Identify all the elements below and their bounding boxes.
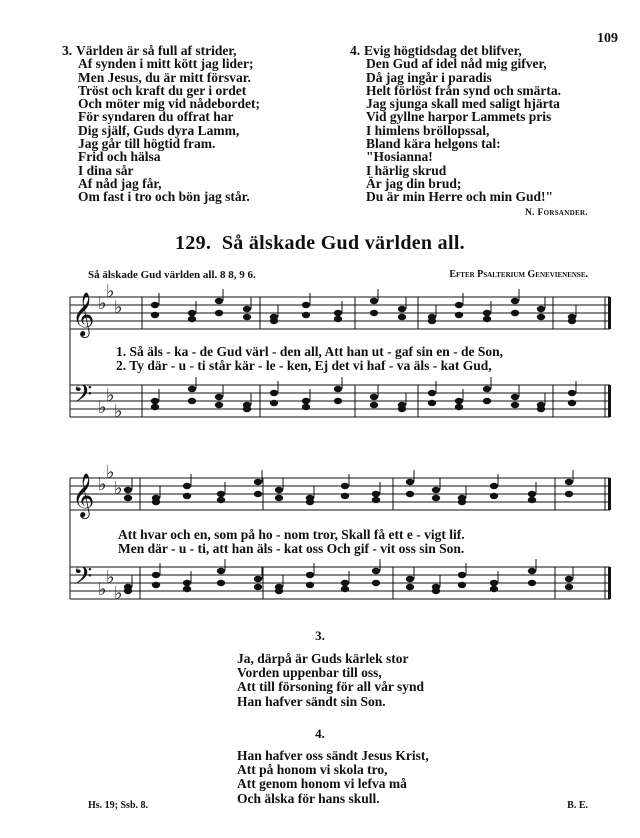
note-head — [406, 584, 414, 590]
stanza-3-number: 3. — [315, 628, 325, 643]
note-head — [188, 398, 196, 404]
verse-4-line: Helt förlöst från synd och smärta. — [366, 82, 561, 98]
note-head — [275, 588, 283, 594]
note-head — [490, 483, 498, 489]
note-head — [341, 586, 349, 592]
note-head — [124, 495, 132, 501]
note-head — [406, 491, 414, 497]
note-head — [428, 390, 436, 396]
verse-4-line: Den Gud af idel nåd mig gifver, — [366, 56, 547, 72]
verse-3-line: Dig själf, Guds dyra Lamm, — [78, 122, 240, 138]
note-head — [152, 572, 160, 578]
flat-icon: ♭ — [114, 583, 123, 604]
note-head — [183, 493, 191, 499]
note-head — [188, 316, 196, 322]
verse-3-line: Och möter mig vid nådebordet; — [78, 96, 260, 112]
stanza-line: Vorden uppenbar till oss, — [237, 665, 382, 681]
bass-clef-icon: 𝄢 — [73, 380, 93, 415]
note-head — [183, 586, 191, 592]
note-head — [302, 302, 310, 308]
note-head — [455, 312, 463, 318]
flat-icon: ♭ — [106, 462, 115, 483]
flat-icon: ♭ — [114, 401, 123, 422]
note-head — [565, 479, 573, 485]
note-head — [398, 306, 406, 312]
lyric-line: 1. Så äls - ka - de Gud värl - den all, Att han ut - gaf sin en - de Son, — [116, 344, 504, 359]
note-head — [124, 588, 132, 594]
footer-reference: Hs. 19; Ssb. 8. — [88, 800, 149, 811]
note-head — [215, 310, 223, 316]
note-head — [306, 499, 314, 505]
stanza-line: Att till försoning för all vår synd — [237, 679, 425, 695]
note-head — [306, 582, 314, 588]
final-bar — [608, 385, 611, 417]
verse-3-line: Världen är så full af strider, — [76, 43, 237, 58]
author-credit: N. Forsander. — [525, 208, 588, 218]
verse-4-line: Du är min Herre och min Gud!" — [366, 189, 553, 205]
note-head — [275, 495, 283, 501]
note-head — [568, 318, 576, 324]
tune-name: Så älskade Gud världen all. 8 8, 9 6. — [88, 269, 256, 281]
flat-icon: ♭ — [106, 281, 115, 302]
note-head — [511, 298, 519, 304]
note-head — [270, 318, 278, 324]
note-head — [511, 310, 519, 316]
note-head — [406, 479, 414, 485]
hymn-title-text: Så älskade Gud världen all. — [221, 232, 465, 254]
note-head — [432, 495, 440, 501]
note-head — [370, 402, 378, 408]
note-head — [565, 576, 573, 582]
page-number: 109 — [597, 31, 618, 46]
note-head — [151, 404, 159, 410]
note-head — [370, 394, 378, 400]
note-head — [306, 572, 314, 578]
note-head — [183, 483, 191, 489]
note-head — [334, 310, 342, 316]
stanza-line: Han hafver sändt sin Son. — [237, 693, 386, 709]
note-head — [483, 310, 491, 316]
note-head — [537, 314, 545, 320]
note-head — [537, 306, 545, 312]
stanza-4-number: 4. — [315, 726, 325, 741]
bass-clef-icon: 𝄢 — [73, 562, 93, 597]
note-head — [568, 390, 576, 396]
flat-icon: ♭ — [98, 397, 107, 418]
lyric-line: 2. Ty där - u - ti står kär - le - ken, Ej det vi haf - va äls - kat Gud, — [116, 358, 492, 373]
note-head — [428, 400, 436, 406]
flat-icon: ♭ — [98, 293, 107, 314]
verse-4-line: I himlens bröllopssal, — [366, 122, 490, 138]
verse-3-line: Af nåd jag får, — [78, 175, 162, 191]
stanza-line: Och älska för hans skull. — [237, 790, 380, 806]
flat-icon: ♭ — [106, 567, 115, 588]
note-head — [455, 404, 463, 410]
verse-4-line: Är jag din brud; — [366, 175, 462, 191]
verse-3-line: Tröst och kraft du ger i ordet — [78, 82, 247, 98]
note-head — [428, 318, 436, 324]
note-head — [458, 582, 466, 588]
note-head — [334, 386, 342, 392]
flat-icon: ♭ — [114, 478, 123, 499]
note-head — [372, 568, 380, 574]
verse-4-line: Vid gyllne harpor Lammets pris — [366, 109, 552, 125]
note-head — [370, 310, 378, 316]
footer-initials: B. E. — [567, 800, 588, 811]
note-head — [215, 298, 223, 304]
note-head — [302, 312, 310, 318]
note-head — [188, 310, 196, 316]
note-head — [372, 491, 380, 497]
note-head — [565, 491, 573, 497]
note-head — [217, 497, 225, 503]
lyric-line: Men där - u - ti, att han äls - kat oss Och gif - vit oss sin Son. — [118, 541, 465, 556]
note-head — [270, 390, 278, 396]
note-head — [151, 312, 159, 318]
stanza-line: Ja, därpå är Guds kärlek stor — [237, 651, 409, 666]
note-head — [188, 386, 196, 392]
note-head — [528, 491, 536, 497]
note-head — [215, 402, 223, 408]
flat-icon: ♭ — [98, 474, 107, 495]
note-head — [490, 493, 498, 499]
note-head — [490, 586, 498, 592]
note-head — [528, 497, 536, 503]
stanza-3 — [237, 652, 424, 709]
hymn-number: 129. — [175, 232, 212, 254]
note-head — [275, 487, 283, 493]
note-head — [215, 394, 223, 400]
note-head — [152, 582, 160, 588]
note-head — [270, 400, 278, 406]
verse-4-line: Jag sjunga skall med saligt hjärta — [366, 96, 560, 112]
note-head — [455, 302, 463, 308]
note-head — [511, 394, 519, 400]
note-head — [151, 302, 159, 308]
note-head — [398, 314, 406, 320]
verse-4-line: Evig högtidsdag det blifver, — [364, 43, 522, 58]
note-head — [217, 491, 225, 497]
tune-source: Efter Psalterium Genevienense. — [449, 269, 588, 280]
stanza-line: Att genom honom vi lefva må — [237, 776, 407, 792]
note-head — [432, 588, 440, 594]
note-head — [432, 487, 440, 493]
note-head — [334, 316, 342, 322]
note-head — [565, 584, 573, 590]
verse-3-line: Jag går till högtid fram. — [78, 136, 216, 152]
note-head — [458, 572, 466, 578]
note-head — [217, 580, 225, 586]
note-head — [124, 487, 132, 493]
verse-3-number: 3. — [62, 43, 73, 58]
note-head — [398, 406, 406, 412]
note-head — [528, 580, 536, 586]
flat-icon: ♭ — [98, 579, 107, 600]
note-head — [483, 386, 491, 392]
note-head — [334, 398, 342, 404]
note-head — [341, 493, 349, 499]
lyric-line: Att hvar och en, som på ho - nom tror, Skall få ett e - vigt lif. — [118, 527, 465, 542]
note-head — [254, 584, 262, 590]
note-head — [455, 398, 463, 404]
note-head — [511, 402, 519, 408]
verse-4-line: Bland kära helgons tal: — [366, 136, 501, 152]
verse-4-line: I härlig skrud — [366, 162, 447, 178]
verse-3-line: Frid och hälsa — [78, 149, 161, 165]
note-head — [243, 406, 251, 412]
note-head — [243, 314, 251, 320]
note-head — [372, 580, 380, 586]
note-head — [152, 499, 160, 505]
note-head — [341, 580, 349, 586]
verse-3-line: Om fast i tro och bön jag står. — [78, 189, 250, 205]
verse-3-line: Men Jesus, du är mitt försvar. — [78, 69, 251, 85]
flat-icon: ♭ — [106, 385, 115, 406]
final-bar — [608, 297, 611, 329]
note-head — [490, 580, 498, 586]
note-head — [406, 576, 414, 582]
treble-clef-icon: 𝄞 — [72, 292, 95, 336]
note-head — [341, 483, 349, 489]
stanza-4 — [237, 749, 429, 806]
note-head — [483, 316, 491, 322]
flat-icon: ♭ — [114, 297, 123, 318]
note-head — [483, 398, 491, 404]
note-head — [183, 580, 191, 586]
note-head — [151, 398, 159, 404]
note-head — [302, 398, 310, 404]
verse-4-line: "Hosianna! — [366, 149, 433, 165]
note-head — [243, 306, 251, 312]
verse-4-number: 4. — [350, 43, 361, 58]
verse-3-line: Af synden i mitt kött jag lider; — [78, 56, 254, 72]
final-bar — [608, 567, 611, 599]
verse-3-line: I dina sår — [78, 162, 134, 178]
verse-3-line: För syndaren du offrat har — [78, 109, 234, 125]
stanza-line: Att på honom vi skola tro, — [237, 762, 388, 778]
note-head — [254, 576, 262, 582]
verse-4-line: Då jag ingår i paradis — [366, 69, 492, 85]
note-head — [528, 568, 536, 574]
stanza-line: Han hafver oss sändt Jesus Krist, — [237, 748, 429, 763]
note-head — [370, 298, 378, 304]
note-head — [217, 568, 225, 574]
final-bar — [608, 478, 611, 510]
note-head — [372, 497, 380, 503]
treble-clef-icon: 𝄞 — [72, 473, 95, 517]
note-head — [537, 406, 545, 412]
note-head — [254, 479, 262, 485]
note-head — [458, 499, 466, 505]
note-head — [568, 400, 576, 406]
note-head — [302, 404, 310, 410]
note-head — [254, 491, 262, 497]
